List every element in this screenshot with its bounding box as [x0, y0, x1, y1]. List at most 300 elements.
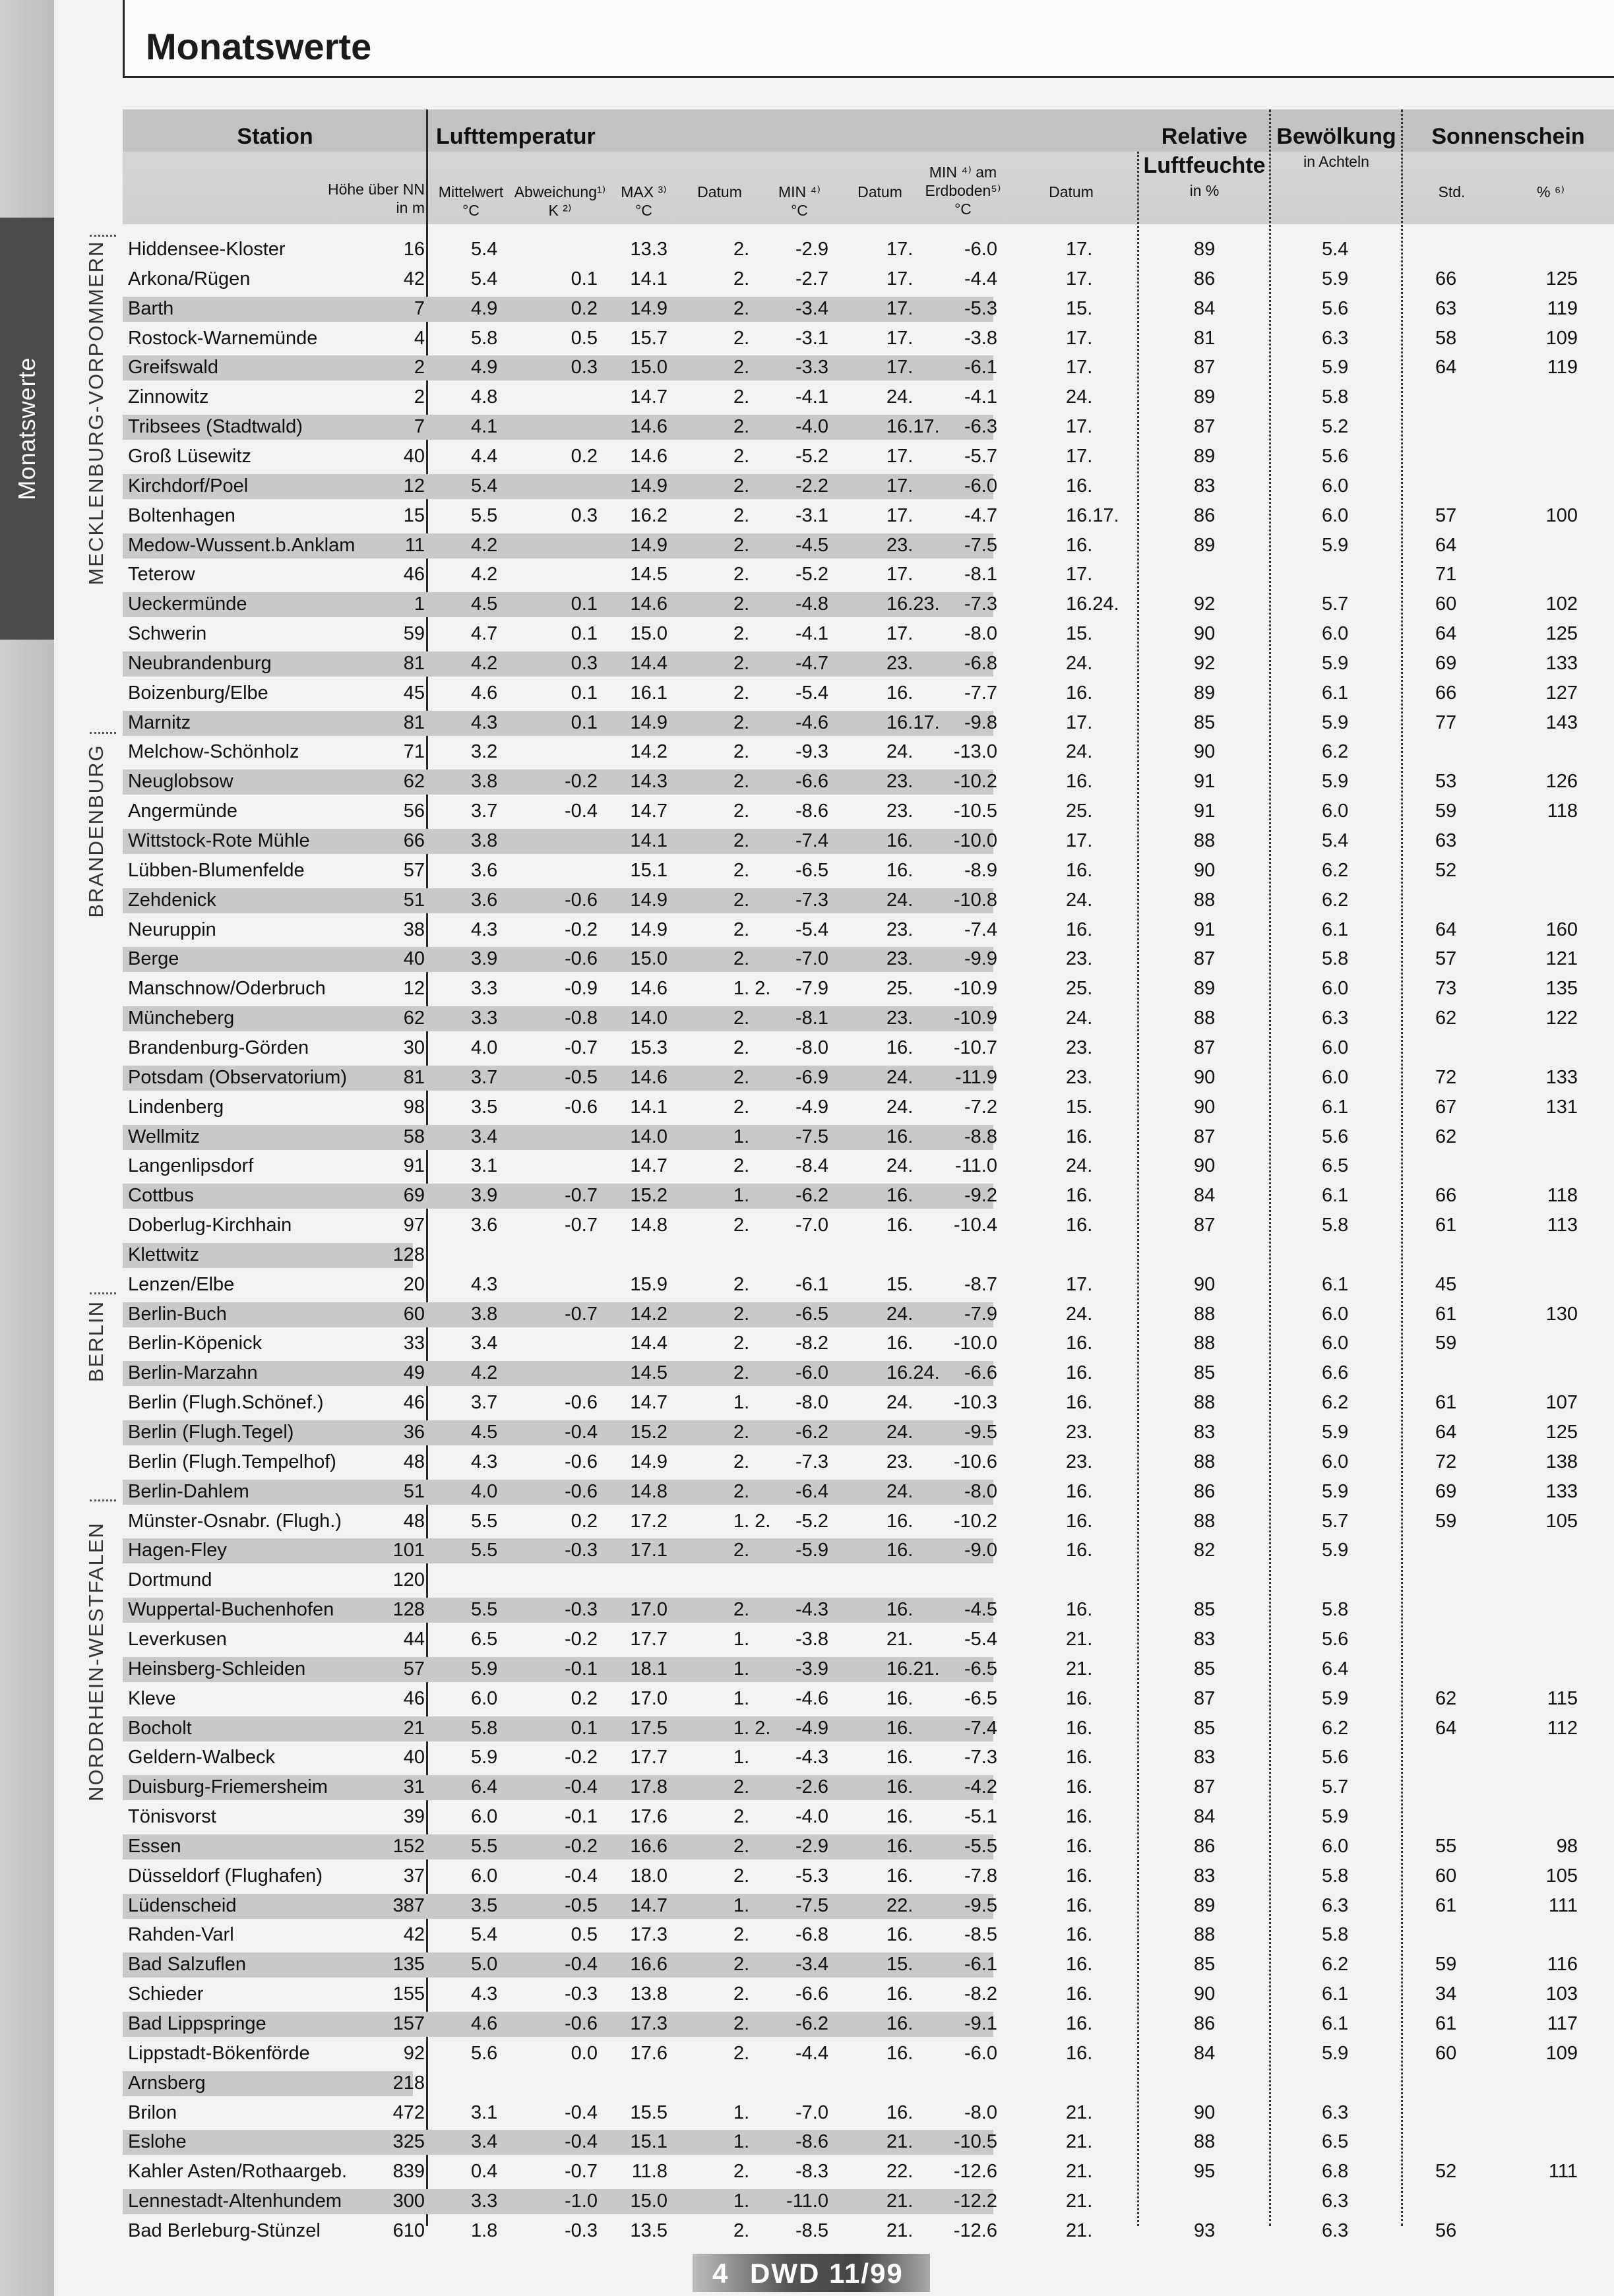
cell-min-erdboden: -7.4	[964, 919, 997, 940]
cell-min-erdboden: -7.9	[964, 1303, 997, 1325]
cell-station: Angermünde	[128, 801, 238, 822]
cell-max: 14.9	[630, 1451, 667, 1472]
cell-min-erdboden: -3.8	[964, 327, 997, 349]
cell-station: Berlin (Flugh.Tegel)	[128, 1422, 294, 1443]
cell-min-erdboden: -9.2	[964, 1185, 997, 1207]
cell-bewoelkung: 6.6	[1322, 1362, 1349, 1384]
cell-min-erdboden: -9.0	[964, 1540, 997, 1561]
side-tab-label: Monatswerte	[13, 357, 40, 500]
cell-mittelwert: 3.3	[471, 978, 498, 1000]
cell-min-erdboden: -7.7	[964, 682, 997, 704]
cell-feuchte: 86	[1194, 504, 1216, 526]
cell-abweichung: -0.7	[565, 1185, 598, 1207]
cell-abweichung: 0.1	[571, 682, 598, 704]
cell-hoehe: 97	[403, 1215, 425, 1236]
cell-sonne-pct	[1525, 1270, 1578, 1299]
cell-datum-min: 17.	[886, 623, 914, 645]
table-row	[123, 2157, 1614, 2186]
cell-min: -8.1	[795, 1008, 828, 1029]
cell-sonne-pct: 122	[1545, 1008, 1578, 1029]
cell-station: Arnsberg	[128, 2072, 206, 2094]
cell-min-erdboden: -5.4	[964, 1628, 997, 1650]
cell-max	[598, 2069, 667, 2098]
cell-min-erdboden: -6.0	[964, 239, 997, 260]
cell-min: -7.3	[795, 1451, 828, 1472]
cell-datum-min: 16.	[886, 1924, 914, 1946]
cell-sonne-std: 69	[1435, 1480, 1457, 1502]
cell-abweichung: -0.5	[565, 1894, 598, 1916]
cell-datum-max: 2.	[733, 741, 750, 763]
cell-min-erdboden: -5.5	[964, 1835, 997, 1857]
cell-min-erdboden: -5.3	[964, 297, 997, 319]
cell-max: 14.5	[630, 1362, 667, 1384]
cell-mittelwert: 4.3	[471, 1983, 498, 2005]
cell-max: 14.0	[630, 1008, 667, 1029]
cell-feuchte: 89	[1194, 682, 1216, 704]
cell-datum-max: 1.	[733, 2190, 750, 2212]
cell-mittelwert: 4.1	[471, 416, 498, 438]
cell-sonne-std: 62	[1435, 1687, 1457, 1709]
cell-datum-max: 1.	[733, 1185, 750, 1207]
cell-station: Wellmitz	[128, 1126, 201, 1147]
cell-hoehe: 38	[403, 919, 425, 940]
cell-station: Heinsberg-Schleiden	[128, 1658, 306, 1679]
cell-hoehe: 157	[392, 2013, 425, 2034]
cell-sonne-std: 52	[1435, 2161, 1457, 2183]
cell-feuchte: 85	[1194, 1362, 1216, 1384]
cell-bewoelkung: 6.3	[1322, 327, 1349, 349]
header-min-2: °C	[791, 202, 808, 219]
cell-station: Neuruppin	[128, 919, 216, 940]
cell-station: Tribsees (Stadtwald)	[128, 416, 303, 438]
table-row	[123, 1891, 1614, 1920]
cell-station: Berlin-Buch	[128, 1303, 227, 1325]
cell-datum-max: 1.	[733, 2131, 750, 2153]
cell-station: Lennestadt-Altenhundem	[128, 2190, 342, 2212]
cell-datum-max: 2.	[733, 2220, 750, 2241]
cell-datum-erdboden: 23.	[1066, 1066, 1093, 1088]
cell-feuchte: 91	[1194, 919, 1216, 940]
cell-feuchte: 89	[1194, 239, 1216, 260]
header-mittelwert-1: Mittelwert	[438, 183, 504, 200]
cell-bewoelkung: 6.0	[1322, 1835, 1349, 1857]
cell-datum-max: 2.	[733, 1954, 750, 1976]
cell-mittelwert: 0.4	[471, 2161, 498, 2183]
cell-mittelwert: 3.4	[471, 1126, 498, 1147]
cell-hoehe: 128	[392, 1599, 425, 1621]
cell-max: 14.1	[630, 1096, 667, 1118]
cell-max	[598, 1565, 667, 1594]
cell-min-erdboden: -6.3	[964, 416, 997, 438]
table-row	[123, 2216, 1614, 2245]
cell-max: 14.8	[630, 1480, 667, 1502]
cell-sonne-pct: 111	[1548, 1894, 1578, 1916]
cell-feuchte: 87	[1194, 1776, 1216, 1798]
cell-station: Schwerin	[128, 623, 207, 645]
cell-datum-min: 21.	[886, 2190, 914, 2212]
cell-abweichung: -0.8	[565, 1008, 598, 1029]
cell-datum-max: 2.	[733, 327, 750, 349]
cell-min: -8.2	[795, 1333, 828, 1354]
cell-datum-erdboden: 17.	[1066, 357, 1093, 378]
cell-datum-erdboden: 16.	[1066, 1599, 1093, 1621]
cell-abweichung	[518, 1240, 598, 1269]
cell-hoehe: 155	[392, 1983, 425, 2005]
cell-max: 14.6	[630, 416, 667, 438]
cell-min: -2.9	[795, 239, 828, 260]
cell-hoehe: 48	[403, 1451, 425, 1472]
table-row	[123, 1093, 1614, 1122]
cell-datum-max: 2.	[733, 801, 750, 822]
cell-feuchte: 88	[1194, 1510, 1216, 1532]
cell-mittelwert: 4.9	[471, 297, 498, 319]
cell-max: 14.4	[630, 652, 667, 674]
cell-bewoelkung: 6.3	[1322, 2190, 1349, 2212]
cell-hoehe: 12	[403, 475, 425, 497]
cell-max: 15.0	[630, 623, 667, 645]
cell-sonne-std: 60	[1435, 1865, 1457, 1887]
cell-sonne-std: 60	[1435, 2042, 1457, 2064]
cell-mittelwert: 4.0	[471, 1480, 498, 1502]
cell-sonne-std: 61	[1435, 1894, 1457, 1916]
cell-sonne-std: 64	[1435, 1717, 1457, 1739]
cell-abweichung	[518, 1270, 598, 1299]
cell-min-erdboden: -8.9	[964, 859, 997, 881]
cell-station: Lübben-Blumenfelde	[128, 859, 305, 881]
cell-datum-max: 2.	[733, 1924, 750, 1946]
cell-datum-erdboden: 25.	[1066, 801, 1093, 822]
cell-bewoelkung: 5.9	[1322, 771, 1349, 793]
cell-datum-erdboden: 16.	[1066, 534, 1093, 556]
cell-datum-erdboden: 16.	[1066, 1510, 1093, 1532]
cell-feuchte: 84	[1194, 297, 1216, 319]
cell-feuchte: 89	[1194, 1894, 1216, 1916]
cell-mittelwert: 4.3	[471, 1273, 498, 1295]
cell-bewoelkung	[1322, 1565, 1375, 1594]
cell-max: 14.4	[630, 1333, 667, 1354]
cell-feuchte	[1194, 1565, 1247, 1594]
cell-max: 13.3	[630, 239, 667, 260]
cell-datum-max: 2.	[733, 682, 750, 704]
cell-hoehe: 98	[403, 1096, 425, 1118]
cell-datum-max: 2.	[733, 1215, 750, 1236]
cell-datum-max: 2.	[733, 1303, 750, 1325]
cell-sonne-std: 61	[1435, 1303, 1457, 1325]
cell-sonne-pct	[1525, 1151, 1578, 1180]
cell-datum-erdboden: 24.	[1066, 889, 1093, 911]
cell-sonne-std: 34	[1435, 1983, 1457, 2005]
cell-max: 16.6	[630, 1835, 667, 1857]
cell-sonne-std: 61	[1435, 1215, 1457, 1236]
cell-abweichung: -0.1	[565, 1658, 598, 1679]
cell-min: -3.9	[795, 1658, 828, 1679]
cell-hoehe: 101	[392, 1540, 425, 1561]
cell-feuchte: 85	[1194, 1717, 1216, 1739]
cell-max: 13.8	[630, 1983, 667, 2005]
cell-datum-min: 16.17.	[886, 416, 940, 438]
table-row	[123, 1122, 1614, 1151]
cell-datum-erdboden: 24.	[1066, 1008, 1093, 1029]
cell-min: -6.2	[795, 1185, 828, 1207]
cell-min-erdboden: -12.6	[953, 2220, 997, 2241]
cell-bewoelkung: 5.9	[1322, 1806, 1349, 1828]
cell-abweichung: 0.5	[571, 1924, 598, 1946]
cell-max: 14.9	[630, 534, 667, 556]
cell-station: Essen	[128, 1835, 181, 1857]
cell-min-erdboden: -10.6	[953, 1451, 997, 1472]
cell-datum-max: 2.	[733, 948, 750, 970]
cell-hoehe: 135	[392, 1954, 425, 1976]
cell-hoehe: 839	[392, 2161, 425, 2183]
cell-sonne-pct	[1525, 2216, 1578, 2245]
cell-min: -7.5	[795, 1894, 828, 1916]
cell-datum-erdboden: 16.	[1066, 475, 1093, 497]
state-label-bb: BRANDENBURG	[84, 744, 108, 918]
cell-sonne-std	[1435, 412, 1488, 441]
cell-datum-erdboden: 24.	[1066, 386, 1093, 408]
cell-datum-erdboden: 16.	[1066, 1333, 1093, 1354]
table-row	[123, 767, 1614, 796]
cell-datum-min: 16.	[886, 682, 914, 704]
cell-feuchte: 85	[1194, 1954, 1216, 1976]
cell-hoehe: 45	[403, 682, 425, 704]
cell-sonne-pct	[1525, 1536, 1578, 1565]
table-row	[123, 1358, 1614, 1387]
table-row	[123, 737, 1614, 766]
cell-bewoelkung: 6.2	[1322, 889, 1349, 911]
cell-min-erdboden	[914, 1240, 997, 1269]
cell-abweichung: -0.6	[565, 1480, 598, 1502]
table-row	[123, 1211, 1614, 1240]
table-row	[123, 2187, 1614, 2216]
cell-datum-max: 1.	[733, 1126, 750, 1147]
header-max-1: MAX ³⁾	[621, 183, 667, 200]
cell-sonne-pct: 143	[1545, 711, 1578, 733]
cell-bewoelkung: 5.6	[1322, 1628, 1349, 1650]
cell-feuchte: 89	[1194, 978, 1216, 1000]
header-minb-2: Erdboden⁵⁾	[925, 182, 1001, 199]
cell-abweichung: -0.5	[565, 1066, 598, 1088]
cell-datum-min: 21.	[886, 2131, 914, 2153]
cell-bewoelkung: 6.2	[1322, 741, 1349, 763]
cell-abweichung	[518, 382, 598, 411]
cell-mittelwert: 4.6	[471, 2013, 498, 2034]
cell-station: Ueckermünde	[128, 593, 247, 615]
cell-sonne-std: 72	[1435, 1066, 1457, 1088]
cell-feuchte: 86	[1194, 1480, 1216, 1502]
cell-mittelwert: 4.7	[471, 623, 498, 645]
cell-abweichung: -0.3	[565, 1983, 598, 2005]
cell-datum-erdboden: 15.	[1066, 297, 1093, 319]
cell-datum-erdboden: 16.	[1066, 2042, 1093, 2064]
cell-max: 14.9	[630, 711, 667, 733]
cell-bewoelkung: 5.9	[1322, 1540, 1349, 1561]
cell-datum-min: 16.	[886, 859, 914, 881]
cell-sonne-std: 66	[1435, 1185, 1457, 1207]
cell-station: Bad Berleburg-Stünzel	[128, 2220, 321, 2241]
cell-sonne-pct	[1525, 1122, 1578, 1151]
cell-max: 17.0	[630, 1599, 667, 1621]
cell-bewoelkung: 5.6	[1322, 1747, 1349, 1768]
cell-feuchte: 86	[1194, 1835, 1216, 1857]
cell-abweichung	[518, 1151, 598, 1180]
cell-min-erdboden: -4.1	[964, 386, 997, 408]
cell-hoehe: 12	[403, 978, 425, 1000]
cell-min-erdboden: -6.5	[964, 1687, 997, 1709]
cell-mittelwert: 4.2	[471, 534, 498, 556]
cell-bewoelkung: 6.1	[1322, 2013, 1349, 2034]
cell-min: -4.3	[795, 1747, 828, 1768]
cell-mittelwert: 5.9	[471, 1658, 498, 1679]
cell-sonne-std: 66	[1435, 268, 1457, 289]
cell-datum-erdboden: 24.	[1066, 652, 1093, 674]
cell-min	[756, 2069, 828, 2098]
cell-datum-max: 1.	[733, 1628, 750, 1650]
cell-abweichung	[518, 560, 598, 589]
cell-station: Schieder	[128, 1983, 204, 2005]
cell-hoehe: 56	[403, 801, 425, 822]
table-row	[123, 1979, 1614, 2009]
cell-min-erdboden	[914, 1565, 997, 1594]
cell-min: -6.5	[795, 859, 828, 881]
cell-feuchte: 88	[1194, 1924, 1216, 1946]
cell-datum-min: 21.	[886, 1628, 914, 1650]
cell-hoehe: 49	[403, 1362, 425, 1384]
cell-bewoelkung: 5.9	[1322, 652, 1349, 674]
cell-max: 18.1	[630, 1658, 667, 1679]
cell-hoehe: 152	[392, 1835, 425, 1857]
cell-datum-min: 16.	[886, 2101, 914, 2123]
cell-datum-max: 1.	[733, 1747, 750, 1768]
cell-sonne-std: 77	[1435, 711, 1457, 733]
cell-feuchte: 87	[1194, 1037, 1216, 1058]
state-separator	[90, 1292, 116, 1294]
cell-datum-erdboden: 16.	[1066, 1954, 1093, 1976]
cell-min: -4.4	[795, 2042, 828, 2064]
cell-bewoelkung: 6.0	[1322, 978, 1349, 1000]
cell-datum-max: 2.	[733, 1806, 750, 1828]
cell-datum-max: 2.	[733, 239, 750, 260]
cell-datum-min: 16.	[886, 1185, 914, 1207]
cell-station: Lippstadt-Bökenförde	[128, 2042, 310, 2064]
cell-sonne-std	[1435, 1743, 1488, 1772]
cell-datum-erdboden: 17.	[1066, 711, 1093, 733]
cell-max: 18.0	[630, 1865, 667, 1887]
cell-min-erdboden: -9.5	[964, 1894, 997, 1916]
cell-bewoelkung: 5.8	[1322, 386, 1349, 408]
cell-station: Lenzen/Elbe	[128, 1273, 235, 1295]
cell-datum-erdboden: 21.	[1066, 1628, 1093, 1650]
table-row	[123, 1743, 1614, 1772]
header-minb-1: MIN ⁴⁾ am	[929, 164, 997, 181]
cell-datum-erdboden: 16.	[1066, 1392, 1093, 1414]
cell-abweichung: 0.3	[571, 652, 598, 674]
cell-station: Bad Lippspringe	[128, 2013, 266, 2034]
cell-max: 16.6	[630, 1954, 667, 1976]
cell-station: Klettwitz	[128, 1244, 199, 1265]
cell-min: -5.3	[795, 1865, 828, 1887]
cell-abweichung: 0.2	[571, 1510, 598, 1532]
cell-bewoelkung: 5.2	[1322, 416, 1349, 438]
cell-bewoelkung: 5.8	[1322, 1599, 1349, 1621]
cell-abweichung: -0.7	[565, 2161, 598, 2183]
cell-min-erdboden: -6.6	[964, 1362, 997, 1384]
table-row	[123, 235, 1614, 264]
cell-datum-max: 1.	[733, 1658, 750, 1679]
cell-datum-min: 16.	[886, 1776, 914, 1798]
cell-min: -5.4	[795, 919, 828, 940]
cell-datum-erdboden: 16.	[1066, 1924, 1093, 1946]
cell-abweichung: 0.5	[571, 327, 598, 349]
cell-hoehe: 66	[403, 830, 425, 851]
cell-bewoelkung: 6.2	[1322, 1954, 1349, 1976]
cell-datum-max: 2.	[733, 1333, 750, 1354]
cell-bewoelkung: 5.9	[1322, 1422, 1349, 1443]
cell-mittelwert: 6.0	[471, 1687, 498, 1709]
header-mittelwert-2: °C	[462, 202, 480, 219]
cell-mittelwert: 4.3	[471, 1451, 498, 1472]
cell-datum-erdboden: 16.17.	[1066, 504, 1119, 526]
cell-datum-min: 24.	[886, 1096, 914, 1118]
cell-datum-max: 2.	[733, 2013, 750, 2034]
table-row	[123, 353, 1614, 382]
cell-station: Bad Salzuflen	[128, 1954, 246, 1976]
table-row	[123, 1063, 1614, 1092]
cell-mittelwert: 3.4	[471, 2131, 498, 2153]
cell-min: -6.6	[795, 771, 828, 793]
cell-bewoelkung: 5.9	[1322, 534, 1349, 556]
cell-sonne-pct: 133	[1545, 652, 1578, 674]
cell-abweichung: -0.4	[565, 2101, 598, 2123]
cell-feuchte: 90	[1194, 859, 1216, 881]
cell-bewoelkung: 6.2	[1322, 1717, 1349, 1739]
cell-min-erdboden: -10.2	[953, 771, 997, 793]
cell-max: 17.2	[630, 1510, 667, 1532]
cell-datum-erdboden: 24.	[1066, 1155, 1093, 1177]
cell-min: -3.8	[795, 1628, 828, 1650]
cell-bewoelkung: 5.6	[1322, 445, 1349, 467]
cell-sonne-std	[1435, 1802, 1488, 1831]
cell-station: Manschnow/Oderbruch	[128, 978, 326, 1000]
cell-datum-erdboden: 16.	[1066, 1776, 1093, 1798]
cell-mittelwert: 5.4	[471, 239, 498, 260]
cell-mittelwert: 3.9	[471, 1185, 498, 1207]
cell-mittelwert: 5.9	[471, 1747, 498, 1768]
cell-max: 14.8	[630, 1215, 667, 1236]
cell-min: -2.2	[795, 475, 828, 497]
cell-min: -3.1	[795, 504, 828, 526]
cell-hoehe: 4	[414, 327, 425, 349]
cell-feuchte: 85	[1194, 1658, 1216, 1679]
cell-bewoelkung: 5.9	[1322, 711, 1349, 733]
cell-feuchte: 83	[1194, 1422, 1216, 1443]
state-label-nrw: NORDRHEIN-WESTFALEN	[84, 1522, 108, 1801]
cell-sonne-pct	[1525, 1358, 1578, 1387]
cell-bewoelkung: 5.9	[1322, 1687, 1349, 1709]
cell-datum-min: 23.	[886, 1451, 914, 1472]
cell-min: -9.3	[795, 741, 828, 763]
cell-hoehe: 36	[403, 1422, 425, 1443]
cell-datum-min: 16.	[886, 1983, 914, 2005]
cell-min: -2.6	[795, 1776, 828, 1798]
cell-sonne-pct: 127	[1545, 682, 1578, 704]
cell-datum-erdboden: 16.	[1066, 919, 1093, 940]
header-abweichung-2: K ²⁾	[548, 202, 572, 219]
cell-hoehe: 71	[403, 741, 425, 763]
cell-station: Brandenburg-Görden	[128, 1037, 309, 1058]
table-row	[123, 1625, 1614, 1654]
cell-datum-min: 22.	[886, 2161, 914, 2183]
